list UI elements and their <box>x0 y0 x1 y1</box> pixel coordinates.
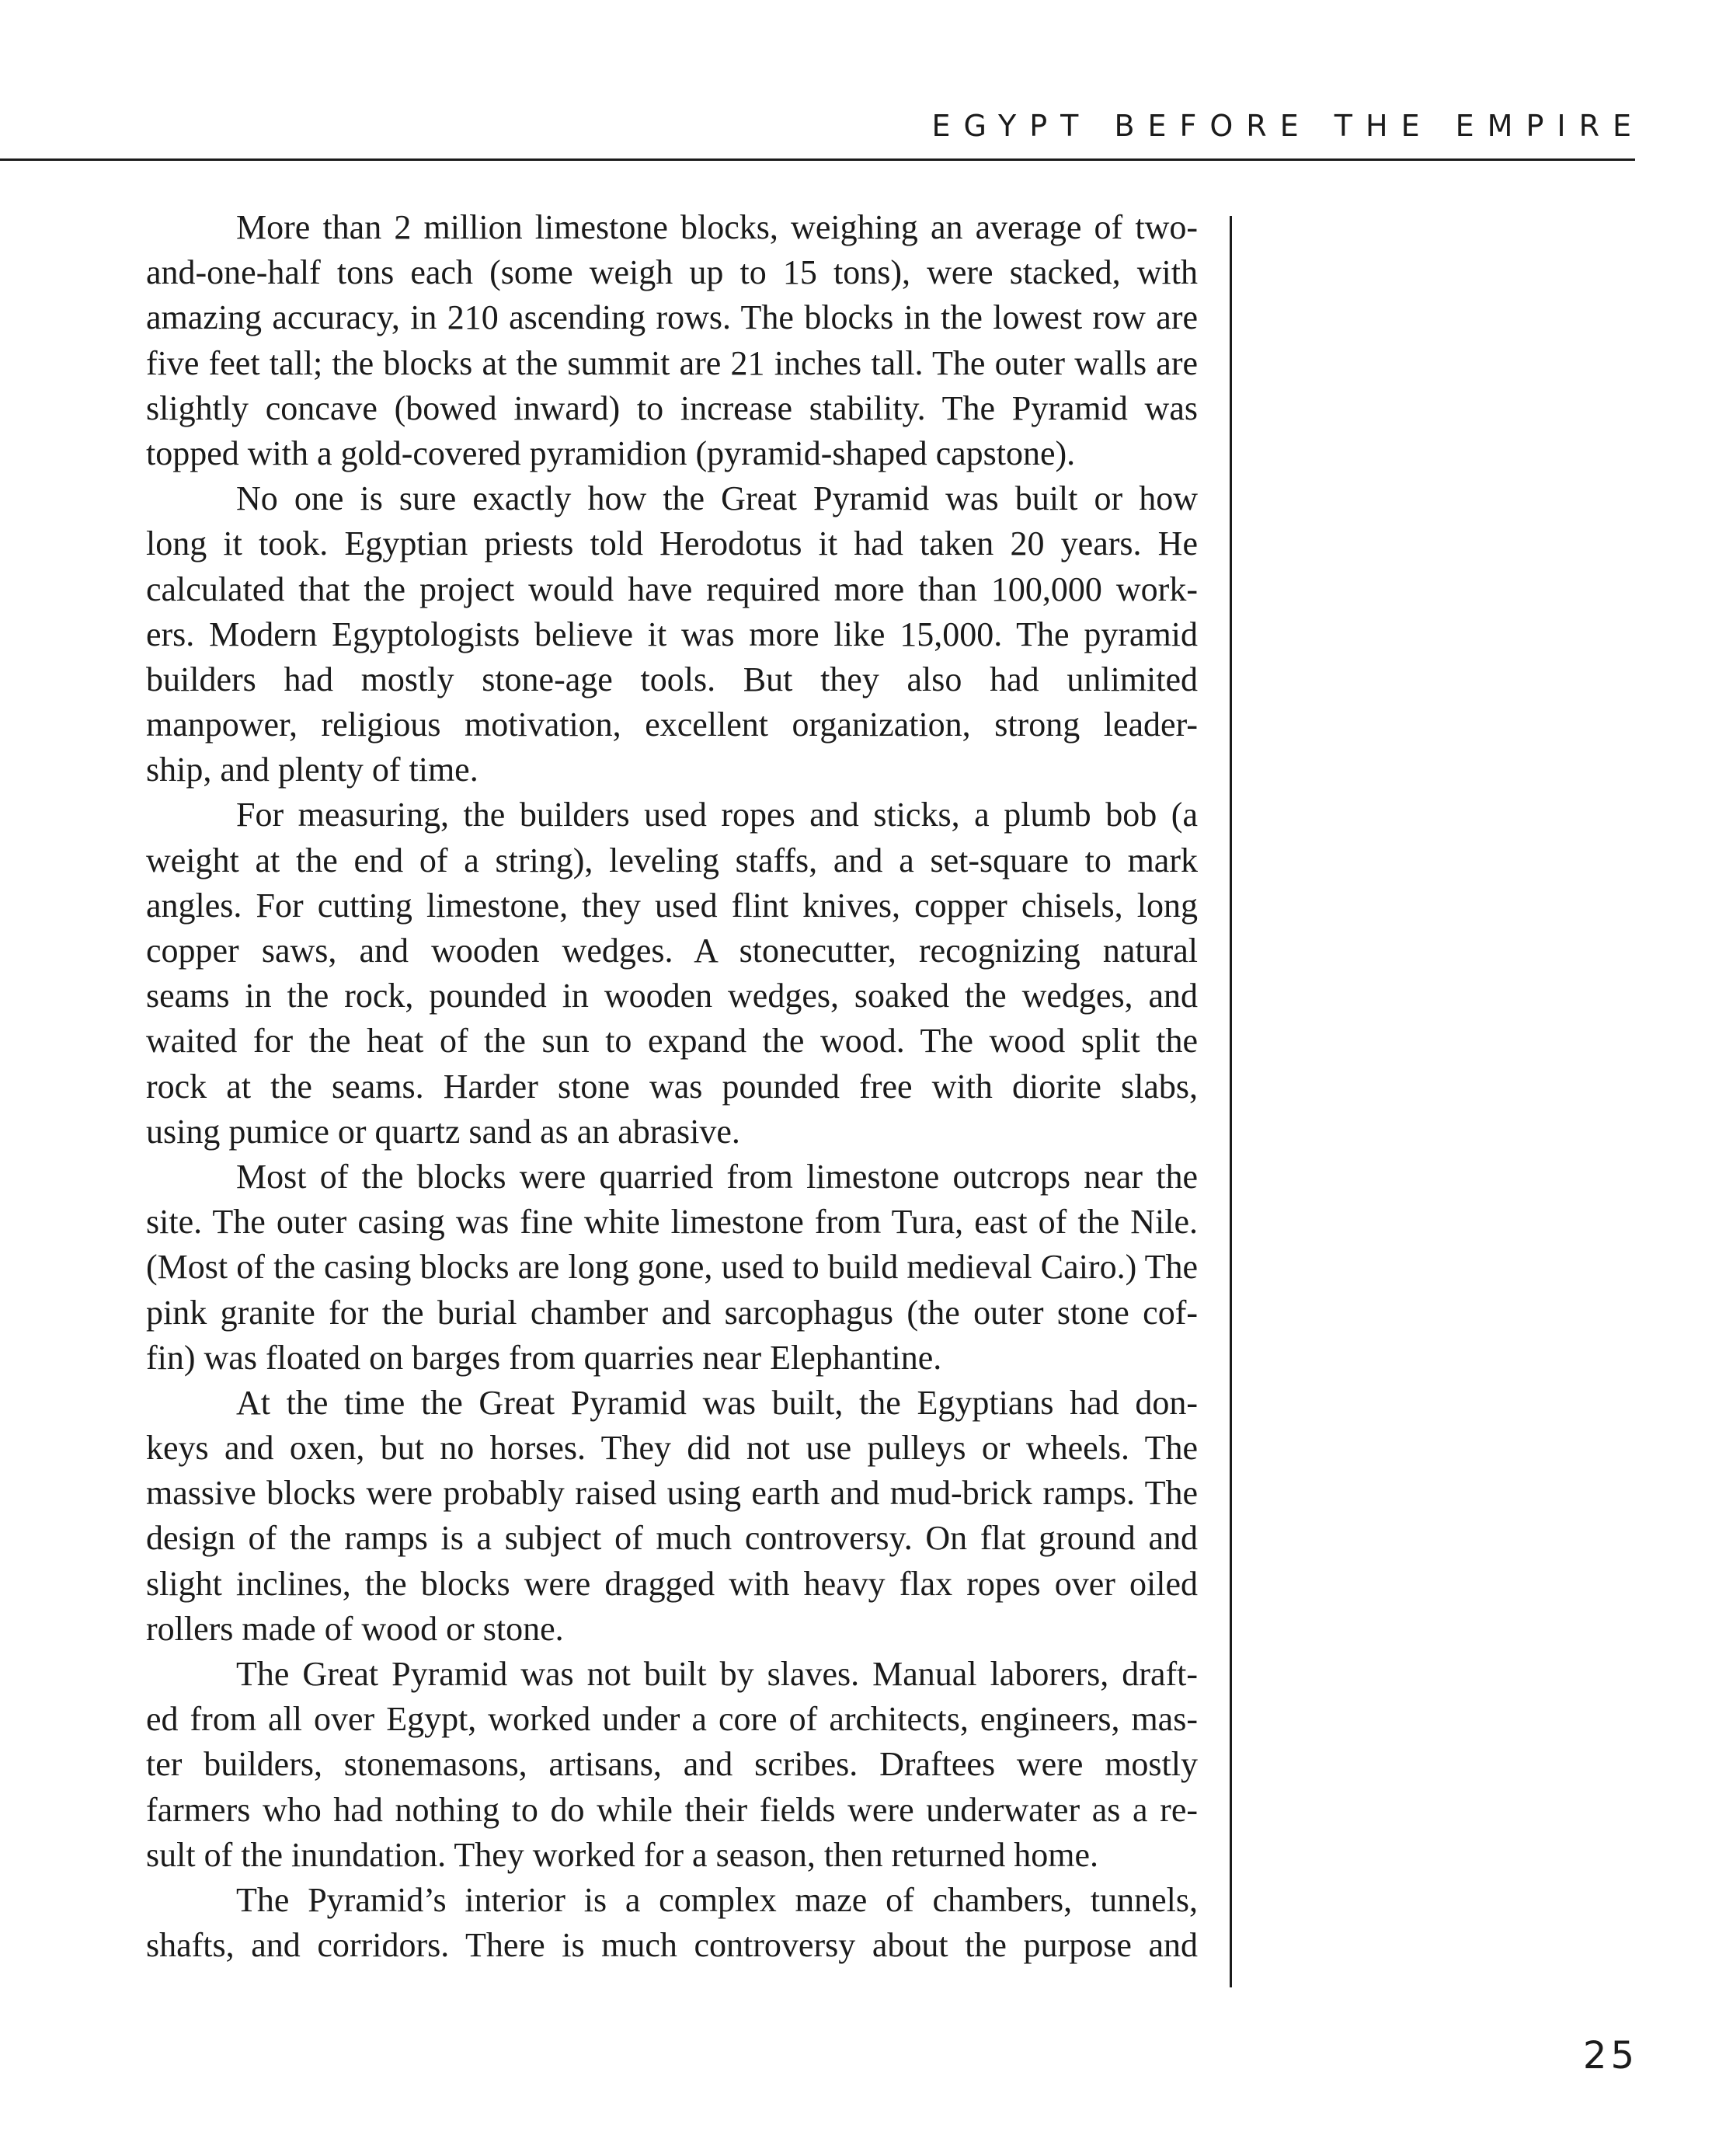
text-line: farmers who had nothing to do while their fields were underwater as a re- <box>146 1790 1198 1829</box>
text-line: waited for the heat of the sun to expand the wood. The wood split the <box>146 1022 1198 1061</box>
text-line: copper saws, and wooden wedges. A stonecutter, recognizing natural <box>146 932 1198 970</box>
text-line: using pumice or quartz sand as an abrasive. <box>146 1112 740 1151</box>
text-line: keys and oxen, but no horses. They did not use pulleys or wheels. The <box>146 1429 1198 1468</box>
column-rule <box>1230 216 1232 1987</box>
text-line: design of the ramps is a subject of much controversy. On flat ground and <box>146 1519 1198 1558</box>
paragraph <box>146 1878 1198 1968</box>
text-line: ed from all over Egypt, worked under a core of architects, engineers, mas- <box>146 1700 1198 1739</box>
text-line: site. The outer casing was fine white limestone from Tura, east of the Nile. <box>146 1203 1198 1242</box>
text-line: slightly concave (bowed inward) to increase stability. The Pyramid was <box>146 388 1198 427</box>
text-line: amazing accuracy, in 210 ascending rows. The blocks in the lowest row are <box>146 298 1198 337</box>
text-line: pink granite for the burial chamber and sarcophagus (the outer stone cof- <box>146 1293 1198 1332</box>
paragraph <box>146 1155 1198 1381</box>
text-line: The Pyramid’s interior is a complex maze of chambers, tunnels, <box>236 1880 1198 1919</box>
paragraph <box>146 1652 1198 1878</box>
text-line: ship, and plenty of time. <box>146 751 478 789</box>
header-rule <box>0 158 1635 161</box>
paragraph <box>146 792 1198 1155</box>
text-line: rock at the seams. Harder stone was pounded free with diorite slabs, <box>146 1067 1198 1106</box>
paragraph <box>146 1381 1198 1652</box>
text-line: long it took. Egyptian priests told Herodotus it had taken 20 years. He <box>146 524 1198 563</box>
text-line: slight inclines, the blocks were dragged with heavy flax ropes over oiled <box>146 1564 1198 1603</box>
text-line: (Most of the casing blocks are long gone, used to build medieval Cairo.) The <box>146 1248 1198 1287</box>
text-line: angles. For cutting limestone, they used flint knives, copper chisels, long <box>146 886 1198 925</box>
text-line: manpower, religious motivation, excellent organization, strong leader- <box>146 705 1198 744</box>
paragraph <box>146 476 1198 792</box>
text-line: weight at the end of a string), leveling staffs, and a set-square to mark <box>146 841 1198 879</box>
text-line: More than 2 million limestone blocks, weighing an average of two- <box>236 208 1198 246</box>
text-line: ers. Modern Egyptologists believe it was more like 15,000. The pyramid <box>146 615 1198 653</box>
text-line: calculated that the project would have required more than 100,000 work- <box>146 569 1198 608</box>
text-line: builders had mostly stone-age tools. But they also had unlimited <box>146 660 1198 698</box>
paragraph <box>146 205 1198 476</box>
text-line: five feet tall; the blocks at the summit are 21 inches tall. The outer walls are <box>146 343 1198 382</box>
text-line: seams in the rock, pounded in wooden wedges, soaked the wedges, and <box>146 977 1198 1015</box>
text-line: Most of the blocks were quarried from limestone outcrops near the <box>236 1157 1198 1196</box>
text-line: massive blocks were probably raised using earth and mud-brick ramps. The <box>146 1474 1198 1513</box>
text-line: rollers made of wood or stone. <box>146 1609 564 1648</box>
text-line: ter builders, stonemasons, artisans, and scribes. Draftees were mostly <box>146 1745 1198 1784</box>
running-head: EGYPT BEFORE THE EMPIRE <box>931 109 1644 143</box>
text-line: The Great Pyramid was not built by slaves. Manual laborers, draft- <box>236 1655 1198 1693</box>
text-line: At the time the Great Pyramid was built, the Egyptians had don- <box>236 1383 1198 1422</box>
text-line: fin) was floated on barges from quarries near Elephantine. <box>146 1338 942 1377</box>
text-line: For measuring, the builders used ropes and sticks, a plumb bob (a <box>236 796 1198 834</box>
text-line: shafts, and corridors. There is much controversy about the purpose and <box>146 1926 1198 1965</box>
text-line: topped with a gold-covered pyramidion (pyramid-shaped capstone). <box>146 434 1076 472</box>
page-number: 25 <box>1582 2034 1638 2078</box>
text-line: No one is sure exactly how the Great Pyramid was built or how <box>236 479 1198 518</box>
text-line: sult of the inundation. They worked for a season, then returned home. <box>146 1835 1098 1874</box>
text-line: and-one-half tons each (some weigh up to 15 tons), were stacked, with <box>146 253 1198 292</box>
body-text <box>146 205 1198 1968</box>
